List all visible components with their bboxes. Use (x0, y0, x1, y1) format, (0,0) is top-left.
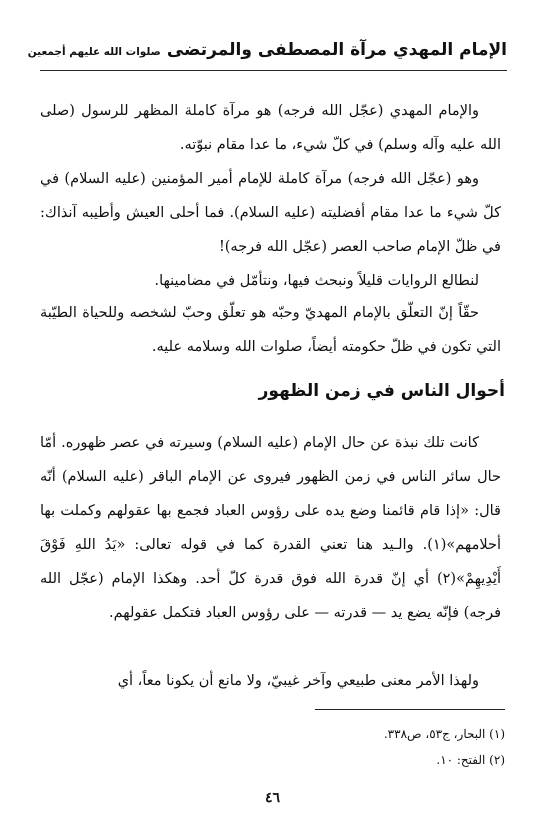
paragraph-4: حقّاً إنّ التعلّق بالإمام المهديّ وحبّه هو تعلّق وحبّ لشخصه وللحياة الطيّبة التي تكون في ظلّ حكومته أيضاً، صلوات الله وسلامه عليه. (40, 305, 501, 355)
paragraph-1: والإمام المهدي (عجّل الله فرجه) هو مرآة كاملة المظهر للرسول (صلى الله عليه وآله وسلم) في كلّ شيء، ما عدا مقام نبوّته. (40, 103, 501, 153)
running-header (27, 40, 507, 71)
footnote-separator (315, 709, 505, 710)
section-paragraph-1: كانت تلك نبذة عن حال الإمام (عليه السلام) وسيرته في عصر ظهوره. أمّا حال سائر الناس في زمن الظهور فيروى عن الإمام الباقر (عليه السلام) أنّه قال: «إذا قام قائمنا وضع يده على رؤوس العباد فجمع بها عقولهم وكملت بها أحلامهم»(١). والـيد هنا تعني القدرة كما في قوله تعالى: «يَدُ اللهِ فَوْقَ أَيْدِيهِمْ»(٢) أي إنّ قدرة الله فوق قدرة كلّ أحد. وهكذا الإمام (عجّل الله فرجه) فإنّه يضع يد — قدرته — على رؤوس العباد فتكمل عقولهم. (40, 435, 501, 621)
section-paragraph-2: ولهذا الأمر معنى طبيعي وآخر غيبيّ، ولا مانع أن يكونا معاً، أي (117, 673, 479, 689)
header-subtitle: صلوات الله عليهم أجمعين (27, 46, 161, 58)
paragraph-2: وهو (عجّل الله فرجه) مرآة كاملة للإمام أمير المؤمنين (عليه السلام) في كلّ شيء ما عدا مقام أفضليته (عليه السلام). فما أحلى العيش وأطيبه آنذاك: في ظلّ الإمام صاحب العصر (عجّل الله فرجه)! (40, 171, 501, 255)
header-title: الإمام المهدي مرآة المصطفى والمرتضى (166, 40, 507, 60)
footnote-2: (٢) الفتح: ١٠. (436, 753, 505, 767)
page-number: ٤٦ (264, 790, 281, 806)
section-heading: أحوال الناس في زمن الظهور (258, 381, 505, 401)
footnote-1: (١) البحار، ج٥٣، ص٣٣٨. (383, 727, 505, 741)
paragraph-3: لنطالع الروايات قليلاً ونبحث فيها، ونتأمّل في مضامينها. (154, 273, 479, 289)
